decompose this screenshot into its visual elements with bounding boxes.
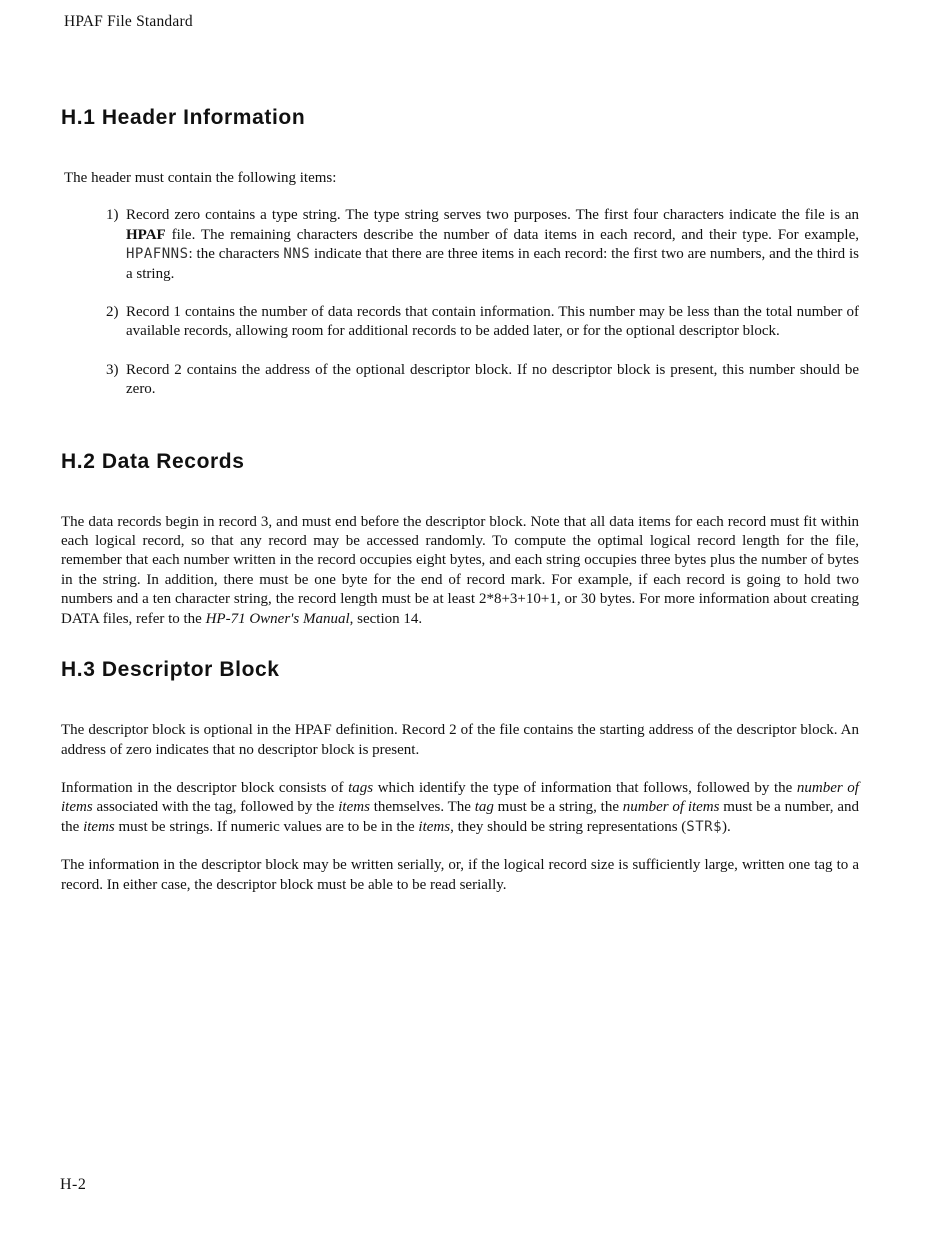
italic-tag: tag — [474, 799, 494, 816]
h1-intro: The header must contain the following items: — [64, 170, 337, 186]
italic-items: items — [83, 818, 115, 835]
lcd-text-hpafnns: HPAFNNS — [126, 246, 189, 263]
list-item-text: Record 2 contains the address of the optional descriptor block. If no descriptor block is present, this number should be zero. — [126, 361, 859, 398]
italic-items: items — [338, 799, 370, 816]
section-heading-h3: H.3 Descriptor Block — [61, 658, 280, 682]
list-item-text: Record 1 contains the number of data records that contain information. This number may be less than the total number of available records, allowing room for additional records to be added later, or for the optional descriptor block. — [126, 304, 859, 340]
italic-tags: tags — [348, 779, 374, 796]
list-item-number: 2) — [106, 304, 119, 321]
italic-items: items — [418, 818, 451, 835]
italic-number-of-items: number of items — [61, 779, 859, 816]
running-head: HPAF File Standard — [64, 13, 193, 30]
italic-number-of-items: number of items — [622, 799, 720, 816]
hpaf-bold: HPAF — [126, 226, 166, 243]
header-items-list — [61, 206, 859, 399]
list-item-text: Record zero contains a type string. The type string serves two purposes. The first four characters indicate the file is an HPAF file. The remaining characters describe the number of data items in each record, and their type. For example, HPAFNNS: the characters NNS indicate that there are three items in each record: the first two are numbers, and the third is a string. — [126, 207, 859, 282]
page-content — [61, 104, 859, 895]
section-heading-h1: H.1 Header Information — [61, 106, 306, 129]
h2-body: The data records begin in record 3, and must end before the descriptor block. Note that all data items for each record must fit within each logical record, so that any record may be accessed randomly. To compute the optimal logical record length for the file, remember that each number written in the record occupies eight bytes, and each string occupies three bytes plus the number of bytes in the string. In addition, there must be one byte for the end of record mark. For example, if each record is going to hold two numbers and a ten character string, the record length must be at least 2*8+3+10+1, or 30 bytes. For more information about creating DATA files, refer to the HP-71 Owner's Manual, section 14. — [61, 513, 859, 627]
h3-paragraph-3: The information in the descriptor block may be written serially, or, if the logical record size is sufficiently large, written one tag to a record. In either case, the descriptor block must be able to be read serially. — [61, 857, 859, 893]
page-number: H-2 — [60, 1176, 87, 1193]
h3-paragraph-2: Information in the descriptor block consists of tags which identify the type of information that follows, followed by the number of items associated with the tag, followed by the items themselves. The tag must be a string, the number of items must be a number, and the items must be strings. If numeric values are to be in the items, they should be string representations (STR$). — [61, 779, 859, 835]
list-item — [61, 206, 859, 284]
lcd-text-str: STR$ — [686, 818, 723, 835]
lcd-text-nns: NNS — [283, 246, 311, 263]
list-item-number: 1) — [106, 207, 119, 224]
list-item — [61, 361, 859, 400]
section-heading-h2: H.2 Data Records — [61, 449, 245, 473]
list-item-number: 3) — [106, 361, 119, 378]
manual-title: HP-71 Owner's Manual — [205, 610, 350, 627]
list-item — [61, 303, 859, 342]
h3-paragraph-1: The descriptor block is optional in the HPAF definition. Record 2 of the file contains the starting address of the descriptor block. An address of zero indicates that no descriptor block is present. — [61, 722, 859, 758]
